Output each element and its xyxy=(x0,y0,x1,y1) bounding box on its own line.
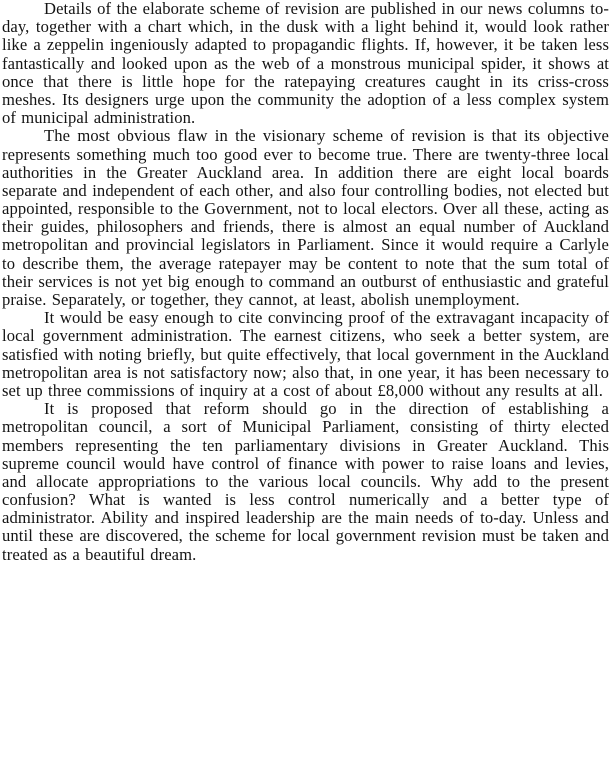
article-paragraph: Details of the elaborate scheme of revision are published in our news columns to-day, together with a chart which, in the dusk with a light behind it, would look rather like a zeppelin ingeniously adapted to propagandic flights. If, however, it be taken less fantastically and looked upon as the web of a monstrous municipal spider, it shows at once that there is little hope for the ratepaying creatures caught in its criss-cross meshes. Its designers urge upon the community the adoption of a less complex system of municipal administration. xyxy=(2,0,609,128)
article-paragraph: It would be easy enough to cite convincing proof of the extravagant incapacity of local government administration. The earnest citizens, who seek a better system, are satisfied with noting briefly, but quite effectively, that local government in the Auckland metropolitan area is not satisfactory now; also that, in one year, it has been necessary to set up three commissions of inquiry at a cost of about £8,000 without any results at all. xyxy=(2,308,609,400)
article-paragraph: The most obvious flaw in the visionary scheme of revision is that its objective represents something much too good ever to become true. There are twenty-three local authorities in the Greater Auckland area. In addition there are eight local boards separate and independent of each other, and also four controlling bodies, not elected but appointed, responsible to the Government, not to local electors. Over all these, acting as their guides, philosophers and friends, there is almost an equal number of Auckland metropolitan and provincial legislators in Parliament. Since it would require a Carlyle to describe them, the average ratepayer may be content to note that the sum total of their services is not yet big enough to command an outburst of enthusiastic and grateful praise. Separately, or together, they cannot, at least, abolish unemployment. xyxy=(2,126,609,309)
article-paragraph: It is proposed that reform should go in the direction of establishing a metropolitan council, a sort of Municipal Parliament, consisting of thirty elected members representing the ten parliamentary divisions in Greater Auckland. This supreme council would have control of finance with power to raise loans and levies, and allocate appropriations to the various local councils. Why add to the present confusion? What is wanted is less control numerically and a better type of administrator. Ability and inspired leadership are the main needs of to-day. Unless and until these are discovered, the scheme for local government revision must be taken and treated as a beautiful dream. xyxy=(2,399,609,564)
